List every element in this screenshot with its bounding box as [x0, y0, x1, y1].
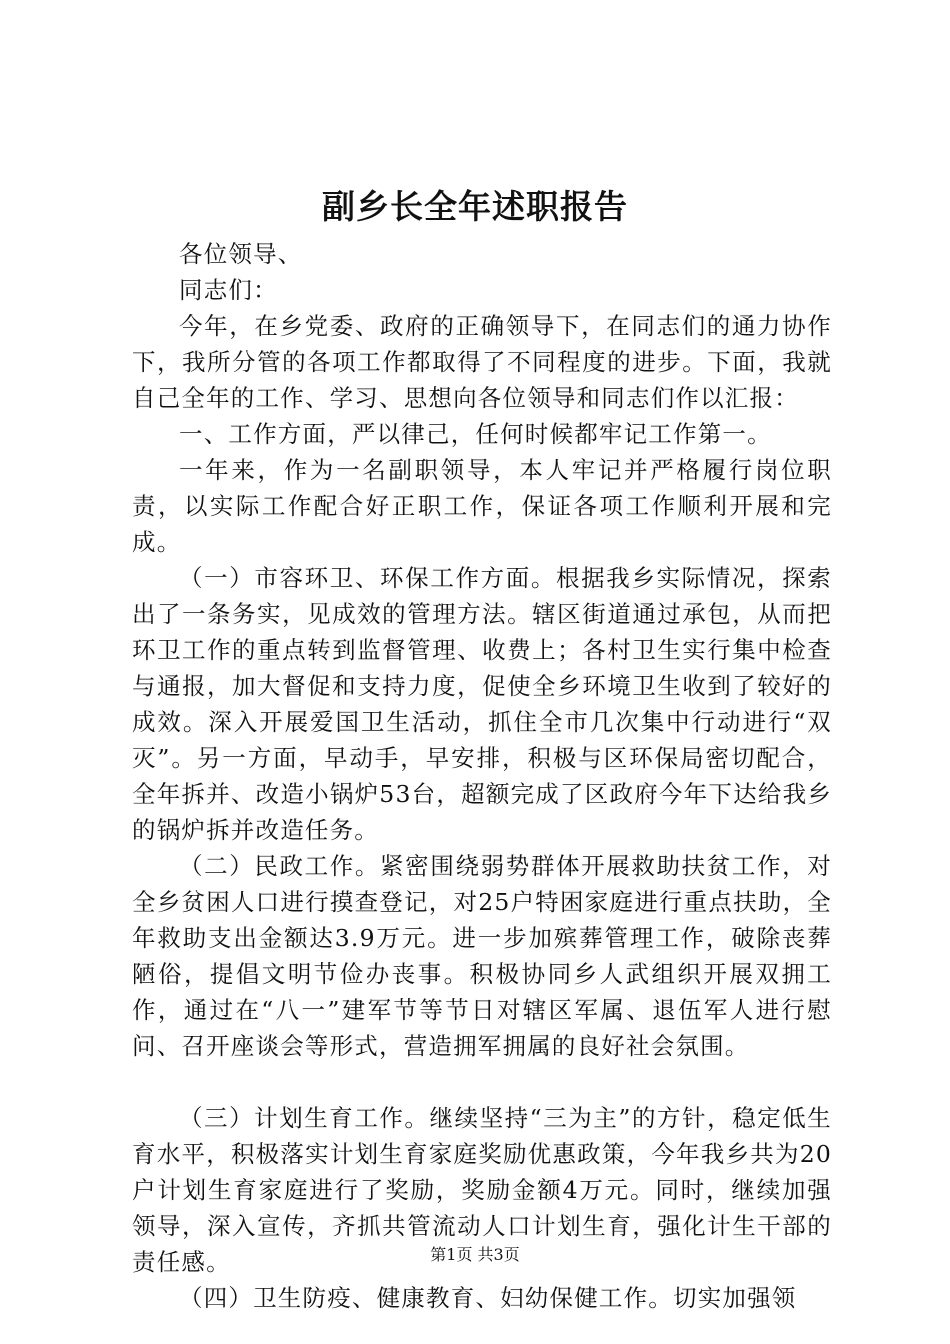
- paragraph-civil-affairs: （二）民政工作。紧密围绕弱势群体开展救助扶贫工作，对全乡贫困人口进行摸查登记，对25户特困家庭进行重点扶助，全年救助支出金额达3.9万元。进一步加殡葬管理工作，破除丧葬陋俗，提倡文明节俭办丧事。积极协同乡人武组织开展双拥工作，通过在“八一”建军节等节日对辖区军属、退伍军人进行慰问、召开座谈会等形式，营造拥军拥属的良好社会氛围。: [132, 852, 832, 1060]
- salutation-line-2: 同志们：: [179, 276, 278, 304]
- section-heading-work: 一、工作方面，严以律己，任何时候都牢记工作第一。: [179, 420, 772, 448]
- paragraph-health: （四）卫生防疫、健康教育、妇幼保健工作。切实加强领: [179, 1284, 797, 1312]
- document-title: 副乡长全年述职报告: [322, 187, 628, 226]
- salutation-line-1: 各位领导、: [179, 240, 303, 268]
- page-footer: 第1页 共3页: [430, 1245, 520, 1264]
- paragraph-sanitation: （一）市容环卫、环保工作方面。根据我乡实际情况，探索出了一条务实，见成效的管理方法。辖区街道通过承包，从而把环卫工作的重点转到监督管理、收费上；各村卫生实行集中检查与通报，加大督促和支持力度，促使全乡环境卫生收到了较好的成效。深入开展爱国卫生活动，抓住全市几次集中行动进行“双灭”。另一方面，早动手，早安排，积极与区环保局密切配合，全年拆并、改造小锅炉53台，超额完成了区政府今年下达给我乡的锅炉拆并改造任务。: [132, 564, 832, 844]
- intro-paragraph: 今年，在乡党委、政府的正确领导下，在同志们的通力协作下，我所分管的各项工作都取得了不同程度的进步。下面，我就自己全年的工作、学习、思想向各位领导和同志们作以汇报：: [132, 312, 832, 412]
- document-body: [132, 236, 832, 1316]
- paragraph-family-planning: （三）计划生育工作。继续坚持“三为主”的方针，稳定低生育水平，积极落实计划生育家庭奖励优惠政策，今年我乡共为20户计划生育家庭进行了奖励，奖励金额4万元。同时，继续加强领导，深入宣传，齐抓共管流动人口计划生育，强化计生干部的责任感。: [132, 1104, 832, 1276]
- paragraph-overview: 一年来，作为一名副职领导，本人牢记并严格履行岗位职责，以实际工作配合好正职工作，保证各项工作顺利开展和完成。: [132, 456, 832, 556]
